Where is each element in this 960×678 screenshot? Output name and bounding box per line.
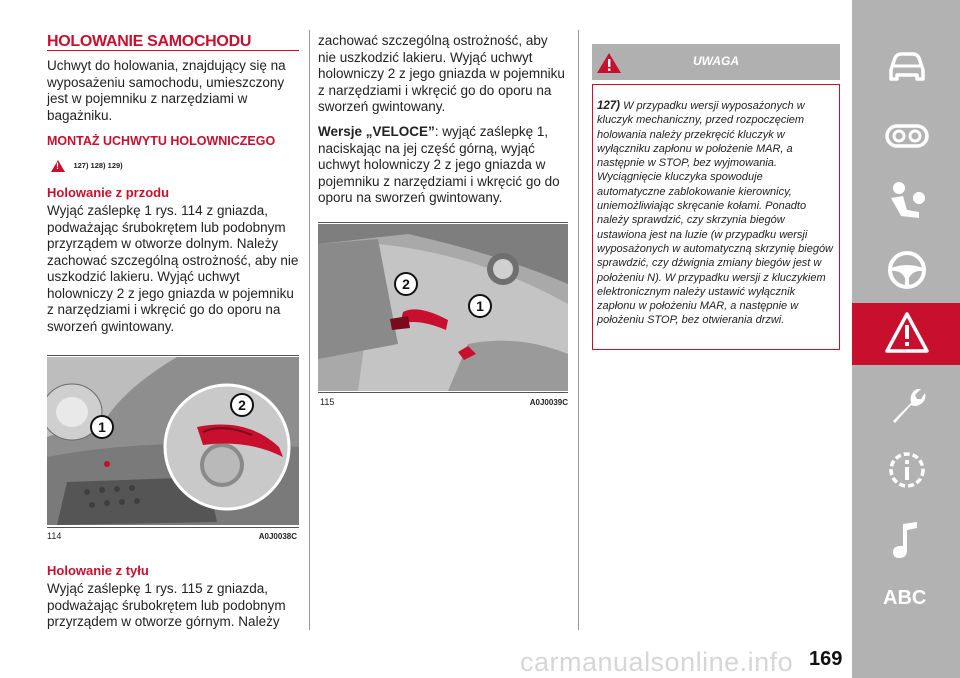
title-underline — [47, 50, 299, 51]
veloce-text: : wyjąć zaślepkę 1, naciskając na jej część górną, wyjąć uchwyt holowniczy 2 z jego gniazda w pojemniku z narzędziami i wkręcić go do oporu na sworzeń gwintowany. — [318, 124, 560, 205]
warning-header — [592, 44, 840, 80]
warning-triangle-icon — [885, 311, 929, 355]
rear-paragraph: Wyjąć zaślepkę 1 rys. 115 z gniazda, podważając śrubokrętem lub podobnym przyrządem w otworze górnym. Należy — [47, 581, 286, 629]
figure-114-image — [47, 357, 299, 525]
sidebar-item-multimedia[interactable] — [852, 510, 960, 568]
figure-115-number: 115 — [320, 397, 335, 407]
sidebar-item-index[interactable]: ABC — [883, 587, 927, 609]
warning-paragraph — [597, 99, 833, 328]
callout-1: 1 — [90, 415, 114, 439]
figure-115-bottom-rule — [318, 392, 568, 393]
sidebar-item-maintenance[interactable] — [852, 375, 960, 433]
figure-114-number: 114 — [47, 531, 62, 541]
sidebar-item-dashboard[interactable] — [852, 108, 960, 166]
front-paragraph: Wyjąć zaślepkę 1 rys. 114 z gniazda, podważając śrubokrętem lub podobnym przyrządem w otworze dolnym. Należy zachować szczególną ostrożność, aby nie uszkodzić lakieru. Wyjąć uchwyt holowniczy 2 z jego gniazda w pojemniku z narzędziami i wkręcić go do oporu na sworzeń gwintowany. — [47, 203, 299, 334]
page-number: 169 — [809, 648, 843, 670]
sidebar-item-safety[interactable] — [852, 172, 960, 230]
sidebar-item-emergency[interactable] — [852, 303, 960, 365]
dashboard-icon — [885, 116, 929, 156]
column-divider-2 — [578, 30, 579, 630]
car-rear-illustration — [318, 224, 568, 391]
column-divider-1 — [309, 30, 310, 630]
warning-title: UWAGA — [693, 54, 739, 68]
intro-paragraph: Uchwyt do holowania, znajdujący się na wyposażeniu samochodu, umieszczony jest w pojemniku z narzędziami w bagażniku. — [47, 58, 286, 123]
refs-line — [51, 157, 123, 171]
chapter-sidebar — [852, 0, 960, 678]
car-front-illustration — [47, 357, 299, 525]
refs-text: 127) 128) 129) — [73, 161, 123, 171]
figure-115-image — [318, 224, 568, 391]
callout-1: 1 — [468, 294, 492, 318]
car-icon — [885, 46, 929, 86]
wrench-icon — [885, 383, 929, 427]
subheading-mount: MONTAŻ UCHWYTU HOLOWNICZEGO — [47, 134, 276, 148]
rear-heading: Holowanie z tyłu — [47, 563, 149, 578]
warning-number: 127) — [597, 100, 621, 112]
sidebar-item-technical[interactable] — [852, 440, 960, 498]
figure-114-bottom-rule — [47, 527, 299, 528]
continued-paragraph: zachować szczególną ostrożność, aby nie uszkodzić lakieru. Wyjąć uchwyt holowniczy 2 z jego gniazda w pojemniku z narzędziami i wkręcić go do oporu na sworzeń gwintowany. — [318, 33, 565, 114]
section-title: HOLOWANIE SAMOCHODU — [47, 33, 252, 50]
warning-text: W przypadku wersji wyposażonych w kluczyk mechaniczny, przed rozpoczęciem holowania należy przekręcić kluczyk w wyłączniku zapłonu w położenie MAR, a następnie w STOP, bez wyjmowania. Wyciągnięcie kluczyka spowoduje automatyczne zablokowanie kierownicy, uniemożliwiając skręcanie kołami. Ponadto należy sprawdzić, czy skrzynia biegów ustawiona jest na luzie (w przypadku wersji wyposażonych w automatyczną skrzynię biegów sprawdzić, czy dźwignia zmiany biegów jest w położeniu N). W przypadku wersji z kluczykiem elektronicznym należy ustawić wyłącznik zapłonu w położeniu MAR, a następnie w położeniu STOP, bez otwierania drzwi. — [597, 100, 834, 327]
warning-body — [592, 84, 840, 350]
warning-small-icon — [51, 160, 65, 172]
figure-115-code: A0J0039C — [529, 398, 568, 407]
music-note-icon — [885, 518, 929, 562]
watermark: carmanualsonline.info — [520, 647, 794, 677]
figure-115-top-rule — [318, 222, 568, 223]
callout-2: 2 — [394, 272, 418, 296]
figure-114-code: A0J0038C — [258, 532, 297, 541]
figure-114-top-rule — [47, 355, 299, 356]
veloce-paragraph — [318, 124, 563, 207]
steering-wheel-icon — [885, 248, 929, 292]
passenger-safety-icon — [885, 180, 929, 224]
front-heading: Holowanie z przodu — [47, 185, 170, 200]
callout-2: 2 — [230, 393, 254, 417]
sidebar-item-steering[interactable] — [852, 240, 960, 298]
veloce-label: Wersje „VELOCE” — [318, 124, 435, 139]
info-gear-icon — [885, 448, 929, 492]
sidebar-item-car[interactable] — [852, 38, 960, 96]
